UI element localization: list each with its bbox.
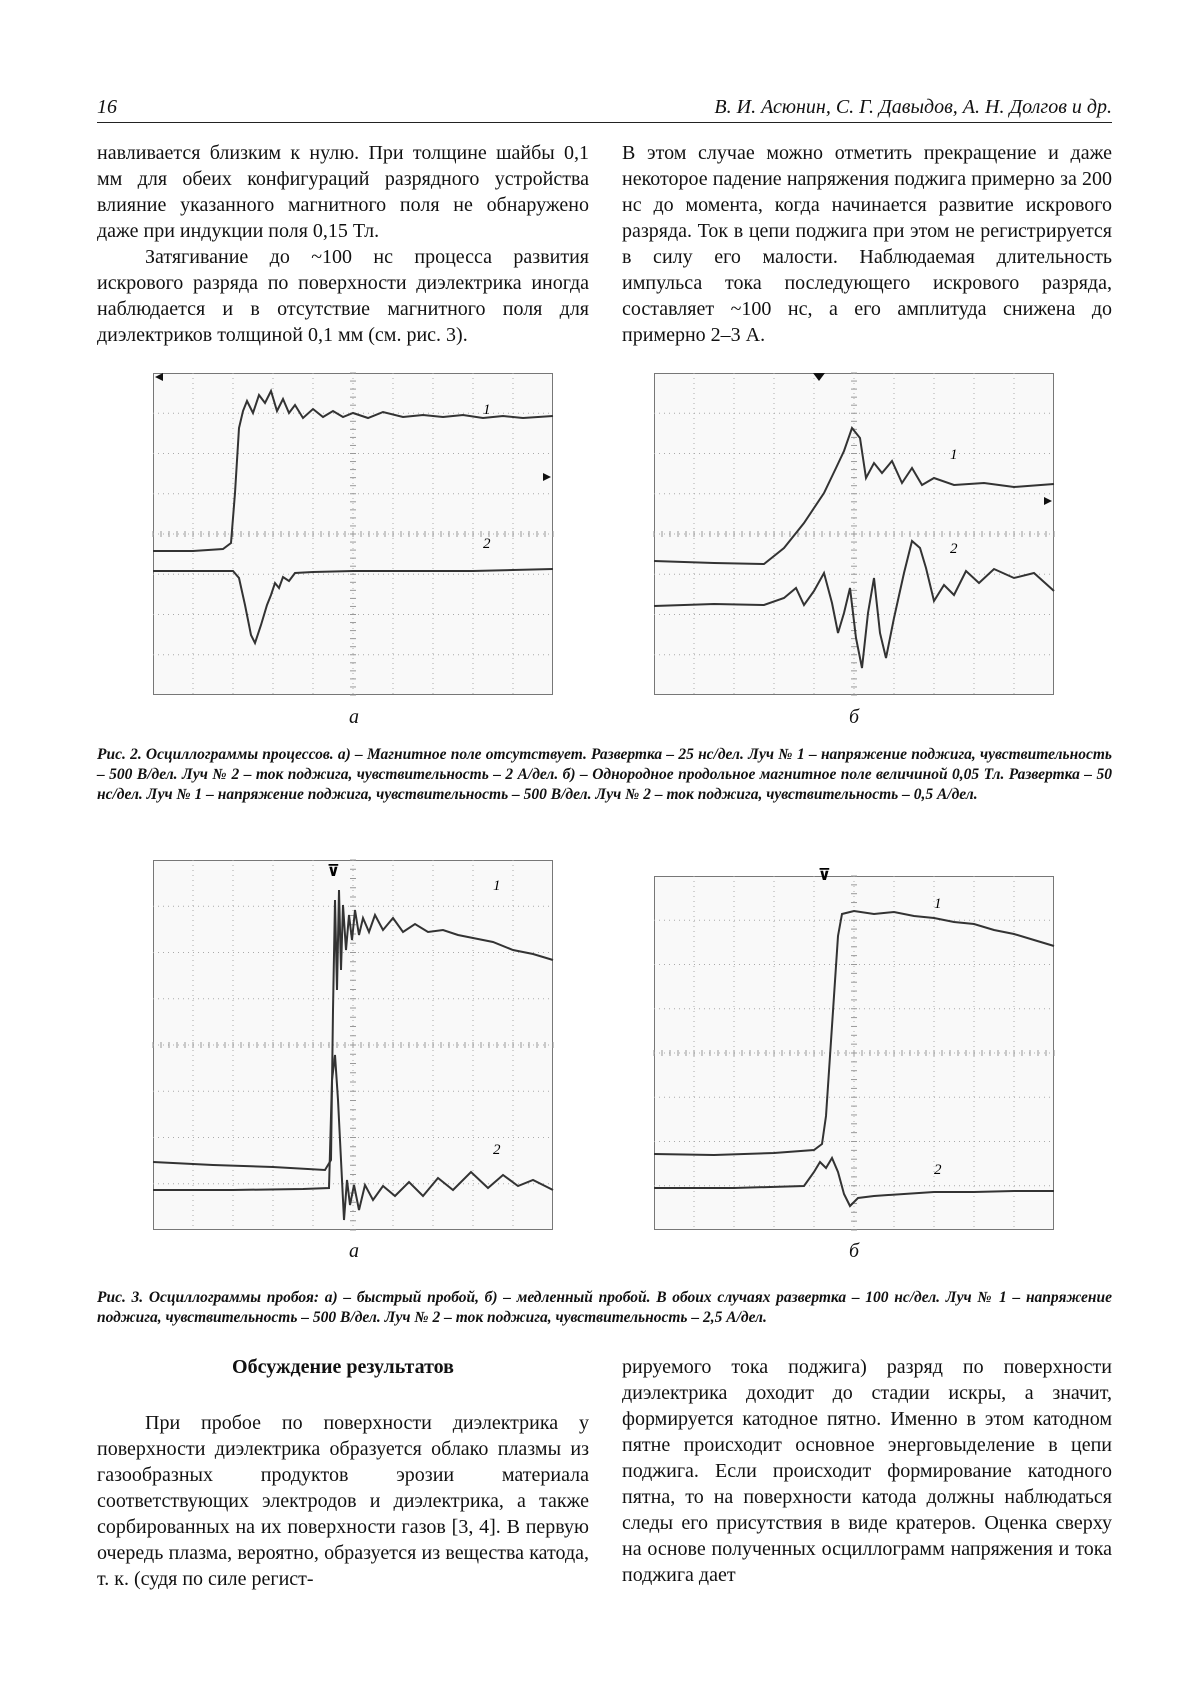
trace-1-voltage bbox=[654, 911, 1054, 1155]
paragraph: В этом случае можно отметить прекращение и даже некоторое падение напряжения поджига примерно за 200 нс до момента, когда начинается развитие искрового разряда. Ток в цепи поджига при этом не регистрируется в силу его малости. Наблюдаемая длительность импульса тока последующего искрового разряда, составляет ~100 нс, а его амплитуда снижена до примерно 2–3 А. bbox=[622, 140, 1112, 348]
paragraph: рируемого тока поджига) разряд по поверхности диэлектрика доходит до стадии искры, а значит, формируется катодное пятно. Именно в этом катодном пятне происходит основное энерговыделение в цепи поджига. Если происходит формирование катодного пятна, то на поверхности катода должны наблюдаться следы его присутствия в виде кратеров. Оценка сверху на основе полученных осциллограмм напряжения и тока поджига дает bbox=[622, 1354, 1112, 1588]
section-title: Обсуждение результатов bbox=[97, 1354, 589, 1380]
scope-grid bbox=[153, 373, 553, 695]
top-right-column bbox=[622, 140, 1112, 348]
trigger-marker-icon: ⊽ bbox=[327, 861, 340, 880]
fig3a-label: а bbox=[334, 1240, 374, 1263]
fig2a-oscillogram bbox=[153, 373, 553, 695]
paragraph: Затягивание до ~100 нс процесса развития искрового разряда по поверхности диэлектрика иногда наблюдается и в отсутствие магнитного поля для диэлектриков толщиной 0,1 мм (см. рис. 3). bbox=[97, 244, 589, 348]
trace-1-label: 1 bbox=[950, 447, 958, 463]
trace-1-label: 1 bbox=[483, 402, 491, 418]
scope-grid bbox=[153, 860, 553, 1230]
level-marker-arrow bbox=[543, 473, 551, 481]
scope-grid bbox=[654, 373, 1054, 695]
trace-1-label: 1 bbox=[493, 878, 501, 894]
trace-2-label: 2 bbox=[483, 536, 491, 552]
fig3a-oscillogram bbox=[153, 860, 553, 1230]
fig3a-svg bbox=[153, 860, 553, 1230]
fig2a-svg bbox=[153, 373, 553, 695]
level-marker-arrow bbox=[1044, 497, 1052, 505]
fig3b-oscillogram bbox=[654, 876, 1054, 1230]
trace-1-voltage bbox=[153, 391, 553, 551]
running-header-authors: В. И. Асюнин, С. Г. Давыдов, А. Н. Долгов и др. bbox=[714, 96, 1112, 119]
fig2b-svg bbox=[654, 373, 1054, 695]
fig3b-label: б bbox=[834, 1240, 874, 1263]
fig2a-label: а bbox=[334, 706, 374, 729]
trace-2-label: 2 bbox=[950, 541, 958, 557]
fig3-caption: Рис. 3. Осциллограммы пробоя: а) – быстрый пробой, б) – медленный пробой. В обоих случаях развертка – 100 нс/дел. Луч № 1 – напряжение поджига, чувствительность – 500 В/дел. Луч № 2 – ток поджига, чувствительность – 2,5 А/дел. bbox=[97, 1288, 1112, 1328]
fig2-caption: Рис. 2. Осциллограммы процессов. а) – Магнитное поле отсутствует. Развертка – 25 нс/дел. Луч № 1 – напряжение поджига, чувствительность – 500 В/дел. Луч № 2 – ток поджига, чувствительность – 2 А/дел. б) – Однородное продольное магнитное поле величиной 0,05 Тл. Развертка – 50 нс/дел. Луч № 1 – напряжение поджига, чувствительность – 500 В/дел. Луч № 2 – ток поджига, чувствительность – 0,5 А/дел. bbox=[97, 745, 1112, 805]
fig2b-label: б bbox=[834, 706, 874, 729]
trace-1-label: 1 bbox=[934, 896, 942, 912]
time-marker-arrow bbox=[155, 373, 163, 381]
paragraph: навливается близким к нулю. При толщине шайбы 0,1 мм для обеих конфигураций разрядного устройства влияние указанного магнитного поля не обнаружено даже при индукции поля 0,15 Тл. bbox=[97, 140, 589, 244]
time-marker-arrow bbox=[813, 373, 825, 381]
trigger-marker-icon: ⊽ bbox=[818, 865, 831, 884]
top-left-column bbox=[97, 140, 589, 348]
running-header bbox=[97, 92, 1112, 123]
paragraph: При пробое по поверхности диэлектрика у поверхности диэлектрика образуется облако плазмы из газообразных продуктов эрозии материала соответствующих электродов и диэлектрика, а также сорбированных на их поверхности газов [3, 4]. В первую очередь плазма, вероятно, образуется из вещества катода, т. к. (судя по силе регист- bbox=[97, 1410, 589, 1592]
page-number: 16 bbox=[97, 96, 117, 119]
fig3b-svg bbox=[654, 876, 1054, 1230]
trace-2-label: 2 bbox=[934, 1162, 942, 1178]
bottom-right-column bbox=[622, 1354, 1112, 1588]
trace-2-label: 2 bbox=[493, 1142, 501, 1158]
fig2b-oscillogram bbox=[654, 373, 1054, 695]
bottom-left-column bbox=[97, 1354, 589, 1592]
